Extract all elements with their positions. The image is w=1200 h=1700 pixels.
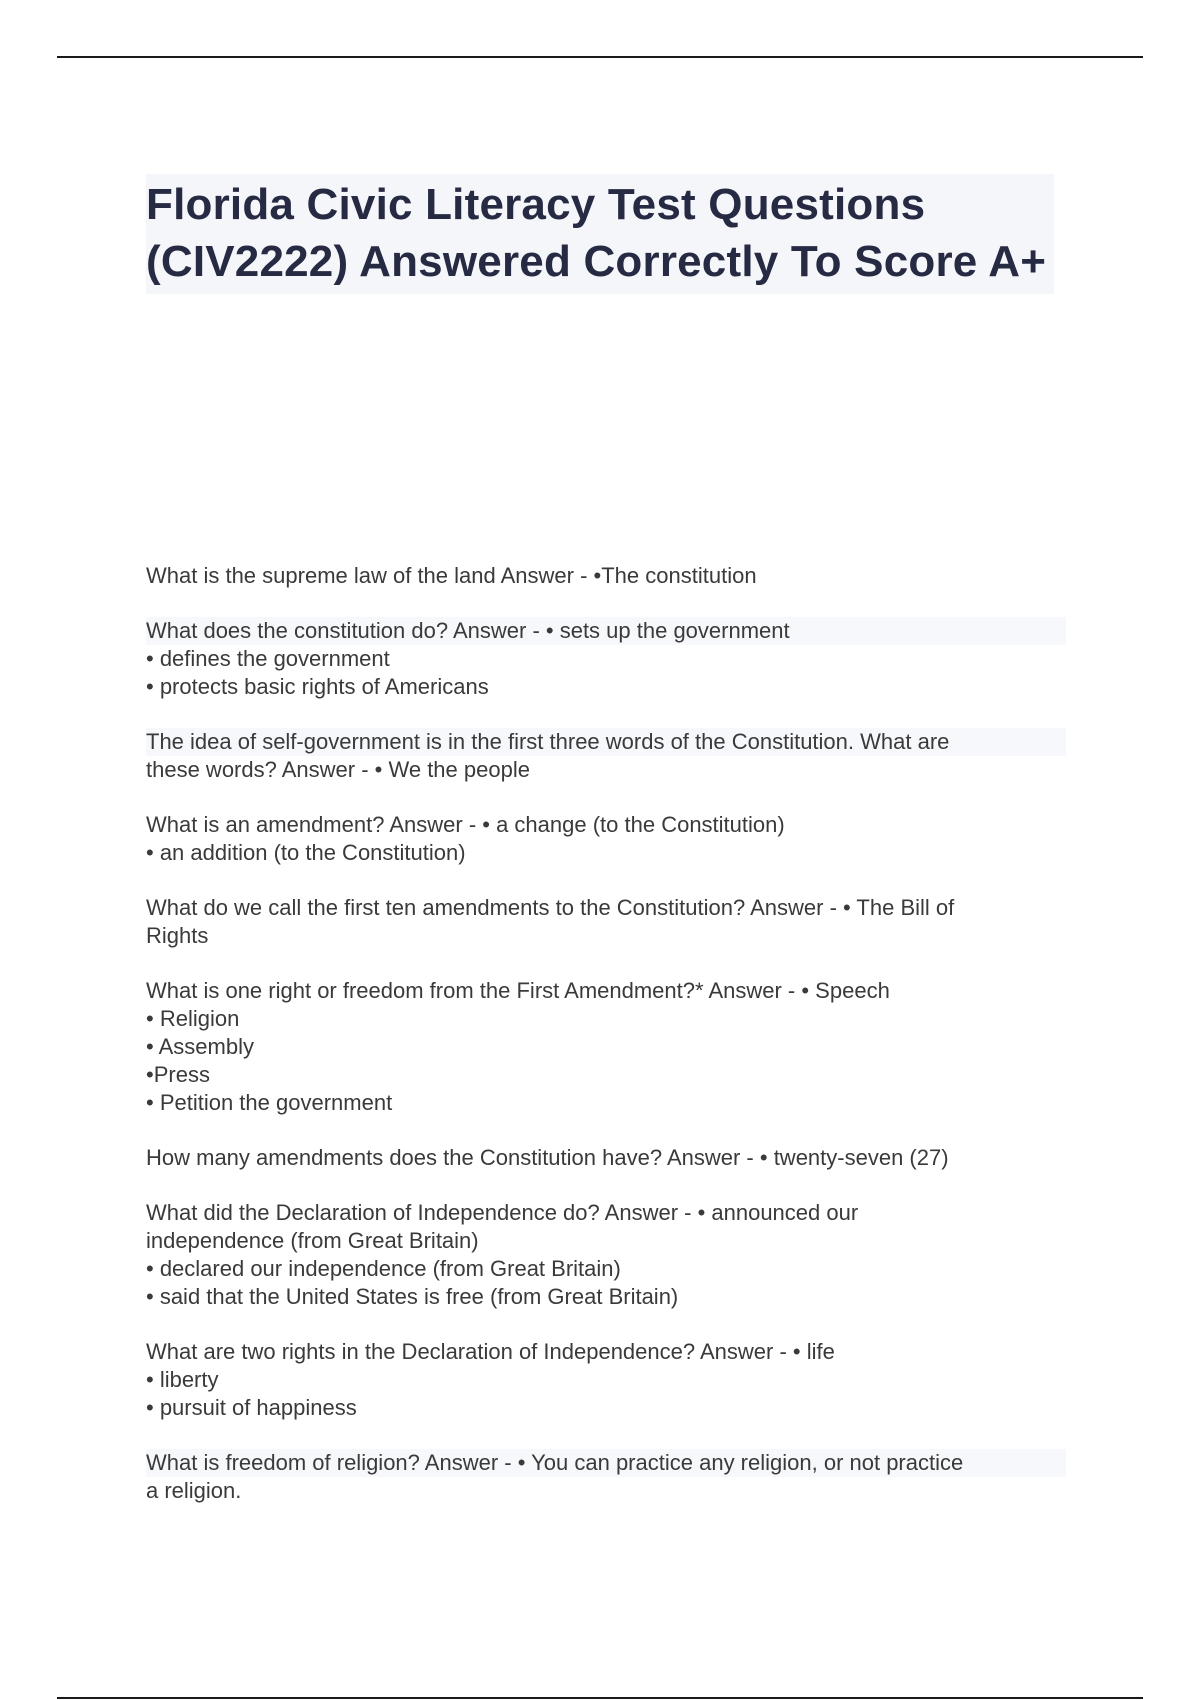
qa-line: What is an amendment? Answer - • a change (to the Constitution) [146, 812, 785, 837]
qa-item [146, 977, 1066, 1117]
qa-line: • protects basic rights of Americans [146, 674, 489, 699]
qa-line: • said that the United States is free (from Great Britain) [146, 1284, 679, 1309]
qa-item [146, 894, 1066, 950]
qa-line: • Religion [146, 1006, 240, 1031]
qa-line: How many amendments does the Constitution have? Answer - • twenty-seven (27) [146, 1145, 949, 1170]
title-block [146, 174, 1054, 294]
qa-line: • pursuit of happiness [146, 1395, 357, 1420]
qa-line: What is one right or freedom from the First Amendment?* Answer - • Speech [146, 978, 890, 1003]
qa-item [146, 562, 1066, 590]
qa-line: The idea of self-government is in the first three words of the Constitution. What are [146, 728, 1066, 756]
qa-item [146, 811, 1066, 867]
qa-item [146, 1338, 1066, 1422]
qa-line: What did the Declaration of Independence do? Answer - • announced our [146, 1200, 859, 1225]
document-title: Florida Civic Literacy Test Questions (CIV2222) Answered Correctly To Score A+ [146, 180, 1047, 286]
qa-line: What do we call the first ten amendments to the Constitution? Answer - • The Bill of [146, 895, 955, 920]
qa-list [146, 562, 1066, 1532]
qa-line: these words? Answer - • We the people [146, 757, 530, 782]
qa-line: • Assembly [146, 1034, 254, 1059]
qa-line: independence (from Great Britain) [146, 1228, 479, 1253]
qa-line: What are two rights in the Declaration of Independence? Answer - • life [146, 1339, 835, 1364]
qa-line: • defines the government [146, 646, 390, 671]
footer-rule [57, 1697, 1143, 1699]
qa-line: • liberty [146, 1367, 219, 1392]
qa-line: • Petition the government [146, 1090, 393, 1115]
qa-line: Rights [146, 923, 209, 948]
qa-line: • declared our independence (from Great Britain) [146, 1256, 621, 1281]
qa-line: a religion. [146, 1478, 242, 1503]
qa-line: •Press [146, 1062, 210, 1087]
qa-item [146, 617, 1066, 701]
qa-line: • an addition (to the Constitution) [146, 840, 466, 865]
qa-item [146, 728, 1066, 784]
qa-item [146, 1199, 1066, 1311]
qa-line: What does the constitution do? Answer - • sets up the government [146, 617, 1066, 645]
qa-item [146, 1144, 1066, 1172]
header-rule [57, 56, 1143, 58]
qa-line: What is the supreme law of the land Answer - •The constitution [146, 563, 757, 588]
qa-item [146, 1449, 1066, 1505]
qa-line: What is freedom of religion? Answer - • You can practice any religion, or not practice [146, 1449, 1066, 1477]
